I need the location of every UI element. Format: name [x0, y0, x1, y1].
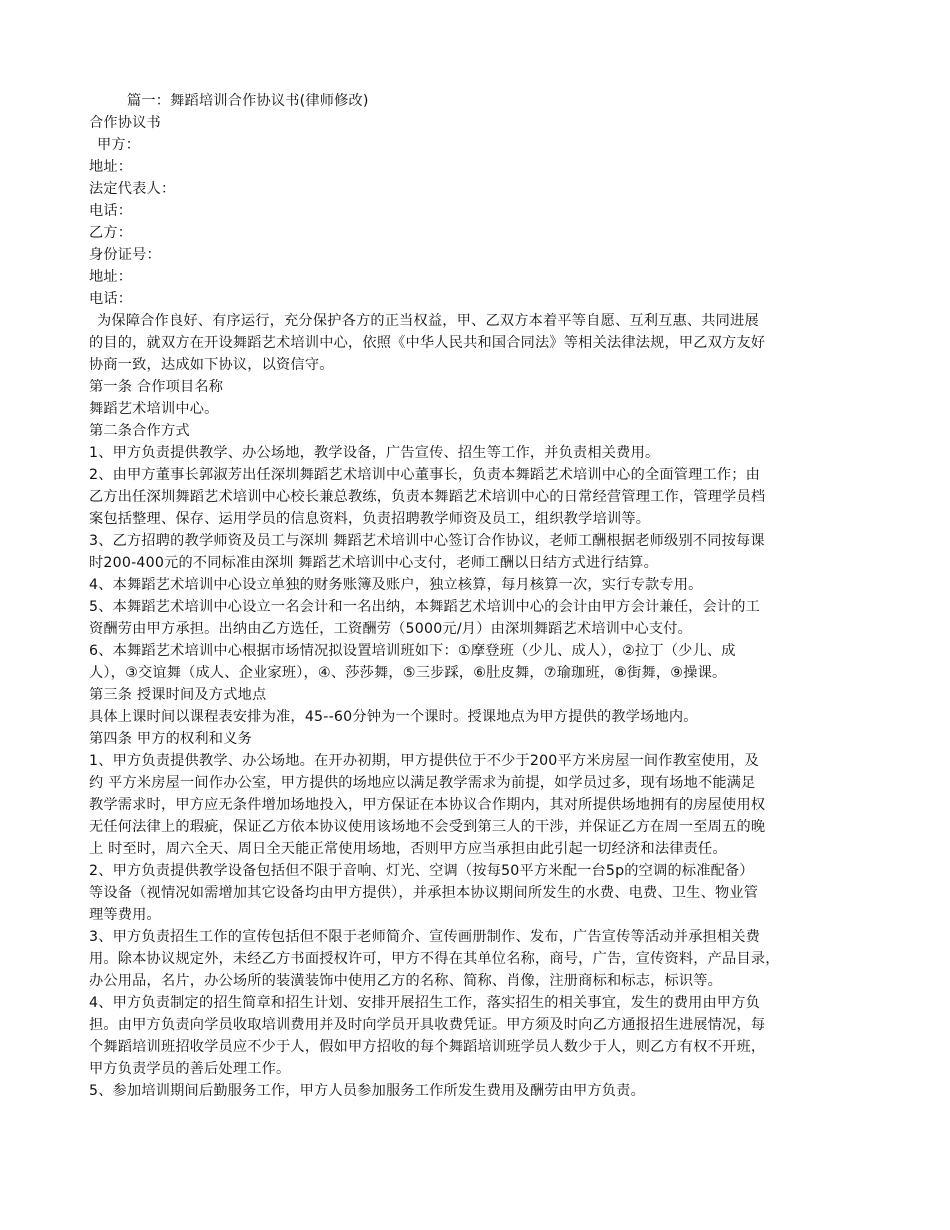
party-b-id-label: 身份证号： [89, 247, 161, 263]
article-4-line: 教学需求时，甲方应无条件增加场地投入，甲方保证在本协议合作期内，其对所提供场地拥有的房屋使用权 [89, 797, 766, 813]
article-4-line: 理等费用。 [89, 907, 161, 923]
article-2-line: 案包括整理、保存、运用学员的信息资料，负责招聘教学师资及员工，组织教学培训等。 [89, 511, 651, 527]
article-4-line: 个舞蹈培训班招收学员应不少于人，假如甲方招收的每个舞蹈培训班学员人数少于人，则乙方有权不开班， [89, 1039, 766, 1055]
document-heading: 合作协议书 [89, 115, 161, 131]
article-2-line: 6、本舞蹈艺术培训中心根据市场情况拟设置培训班如下：①摩登班（少儿、成人），②拉丁（少儿、成 [89, 643, 736, 659]
party-b-phone-label: 电话： [89, 291, 133, 307]
article-4-line: 2、甲方负责提供教学设备包括但不限于音响、灯光、空调（按每50平方米配一台5p的空调的标准配备） [89, 863, 754, 879]
article-4-line: 等设备（视情况如需增加其它设备均由甲方提供），并承担本协议期间所发生的水费、电费、卫生、物业管 [89, 885, 759, 901]
article-2-line: 5、本舞蹈艺术培训中心设立一名会计和一名出纳，本舞蹈艺术培训中心的会计由甲方会计兼任，会计的工 [89, 599, 761, 615]
article-2-line: 1、甲方负责提供教学、办公场地，教学设备，广告宣传、招生等工作，并负责相关费用。 [89, 445, 660, 461]
article-4-line: 担。由甲方负责向学员收取培训费用并及时向学员开具收费凭证。甲方须及时向乙方通报招生进展情况，每 [89, 1017, 766, 1033]
article-2-line: 乙方出任深圳舞蹈艺术培训中心校长兼总教练，负责本舞蹈艺术培训中心的日常经营管理工作，管理学员档 [89, 489, 766, 505]
article-2-line: 时200-400元的不同标准由深圳 舞蹈艺术培训中心支付，老师工酬以日结方式进行结算。 [89, 555, 658, 571]
party-a-phone-label: 电话： [89, 203, 133, 219]
article-2-line: 4、本舞蹈艺术培训中心设立单独的财务账簿及账户，独立核算，每月核算一次，实行专款专用。 [89, 577, 703, 593]
document-title: 篇一：舞蹈培训合作协议书(律师修改) [127, 93, 369, 109]
article-4-line: 上 时至时，周六全天、周日全天能正常使用场地，否则甲方应当承担由此引起一切经济和法律责任。 [89, 841, 727, 857]
party-a-address-label: 地址： [89, 159, 133, 175]
article-4-line: 5、参加培训期间后勤服务工作，甲方人员参加服务工作所发生费用及酬劳由甲方负责。 [89, 1083, 645, 1099]
intro-line: 的目的，就双方在开设舞蹈艺术培训中心，依照《中华人民共和国合同法》等相关法律法规，甲乙双方友好 [89, 335, 766, 351]
document-page [89, 90, 863, 1102]
article-2-line: 资酬劳由甲方承担。出纳由乙方选任，工资酬劳（5000元/月）由深圳舞蹈艺术培训中心支付。 [89, 621, 693, 637]
party-a-legal-rep-label: 法定代表人： [89, 181, 176, 197]
article-4-line: 办公用品，名片，办公场所的装潢装饰中使用乙方的名称、简称、肖像，注册商标和标志，标识等。 [89, 973, 723, 989]
article-4-line: 3、甲方负责招生工作的宣传包括但不限于老师简介、宣传画册制作、发布，广告宣传等活动并承担相关费 [89, 929, 761, 945]
article-4-line: 1、甲方负责提供教学、办公场地。在开办初期，甲方提供位于不少于200平方米房屋一间作教室使用，及 [89, 753, 759, 769]
article-2-line: 3、乙方招聘的教学师资及员工与深圳 舞蹈艺术培训中心签订合作协议，老师工酬根据老师级别不同按每课 [89, 533, 765, 549]
article-4-title: 第四条 甲方的权利和义务 [89, 731, 252, 747]
article-4-line: 用。除本协议规定外，未经乙方书面授权许可，甲方不得在其单位名称，商号，广告，宣传资料，产品目录， [89, 951, 780, 967]
article-1-line: 舞蹈艺术培训中心。 [89, 401, 219, 417]
article-4-line: 无任何法律上的瑕疵，保证乙方依本协议使用该场地不会受到第三人的干涉，并保证乙方在周一至周五的晚 [89, 819, 766, 835]
article-2-title: 第二条合作方式 [89, 423, 190, 439]
party-a-label: 甲方： [97, 137, 141, 153]
article-1-title: 第一条 合作项目名称 [89, 379, 224, 395]
article-4-line: 4、甲方负责制定的招生简章和招生计划、安排开展招生工作，落实招生的相关事宜，发生的费用由甲方负 [89, 995, 761, 1011]
party-b-address-label: 地址： [89, 269, 133, 285]
article-3-line: 具体上课时间以课程表安排为准，45--60分钟为一个课时。授课地点为甲方提供的教学场地内。 [89, 709, 698, 725]
article-2-line: 人），③交谊舞（成人、企业家班），④、莎莎舞，⑤三步踩，⑥肚皮舞，⑦瑜珈班，⑧街舞，⑨操课。 [89, 665, 727, 681]
article-4-line: 甲方负责学员的善后处理工作。 [89, 1061, 291, 1077]
article-2-line: 2、由甲方董事长郭淑芳出任深圳舞蹈艺术培训中心董事长，负责本舞蹈艺术培训中心的全面管理工作；由 [89, 467, 761, 483]
article-4-line: 约 平方米房屋一间作办公室，甲方提供的场地应以满足教学需求为前提，如学员过多，现有场地不能满足 [89, 775, 756, 791]
intro-line: 协商一致，达成如下协议，以资信守。 [89, 357, 334, 373]
intro-line: 为保障合作良好、有序运行，充分保护各方的正当权益，甲、乙双方本着平等自愿、互利互惠、共同进展 [97, 313, 759, 329]
article-3-title: 第三条 授课时间及方式地点 [89, 687, 267, 703]
party-b-label: 乙方： [89, 225, 133, 241]
